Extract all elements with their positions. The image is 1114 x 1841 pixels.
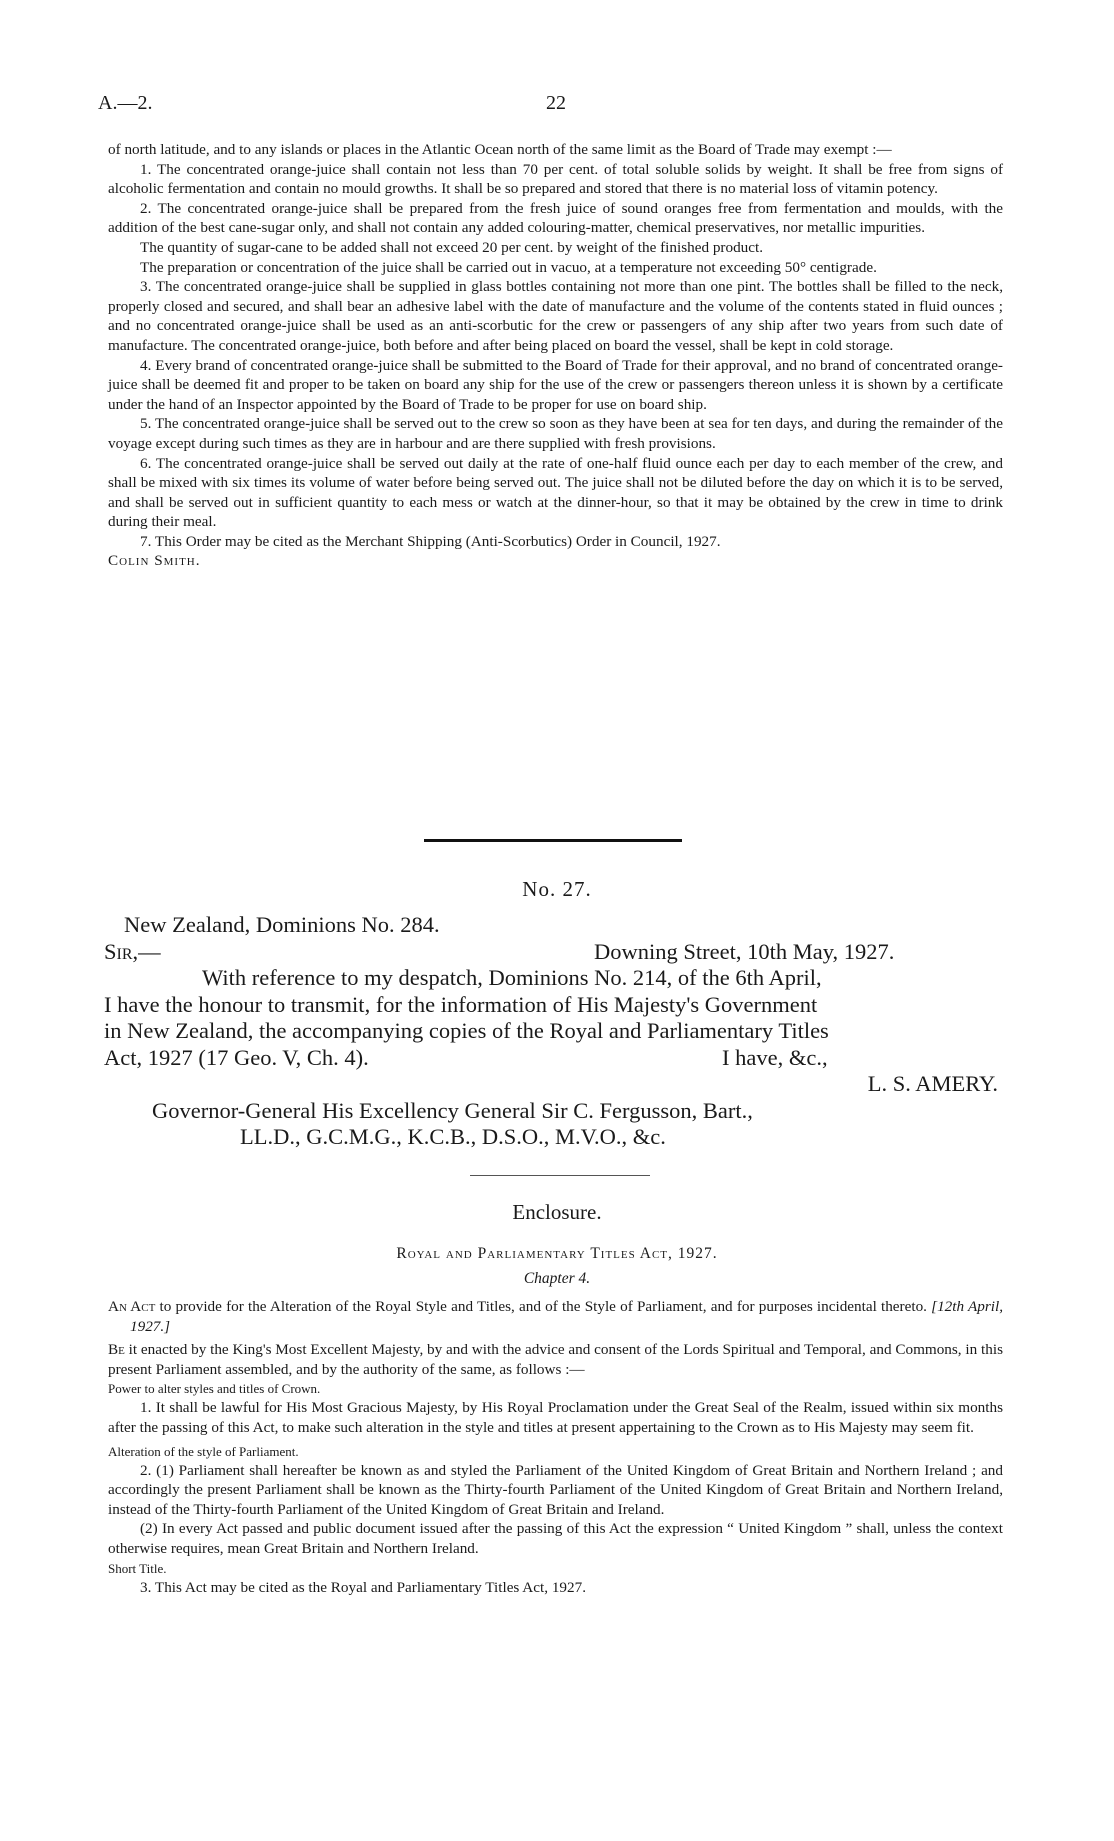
order-paragraph: 1. The concentrated orange-juice shall contain not less than 70 per cent. of total soluble solids by weight. It shall be free from signs of alcoholic fermentation and contain no mould growths. It shall be so prepared and stored that there is no material loss of vitamin potency.: [108, 160, 1003, 198]
act-section-3: 3. This Act may be cited as the Royal and Parliamentary Titles Act, 1927.: [140, 1578, 586, 1596]
enclosure-divider: [470, 1175, 650, 1176]
act-section-2-1: 2. (1) Parliament shall hereafter be known as and styled the Parliament of the United Kingdom of Great Britain and Northern Ireland ; and accordingly the present Parliament shall be known as the Thirty-fourth Parliament of the United Kingdom of Great Britain and Northern Ireland, instead of the Thirty-fourth Parliament of the United Kingdom of Great Britain and Ireland.: [108, 1461, 1003, 1518]
addressee-line: LL.D., G.C.M.G., K.C.B., D.S.O., M.V.O., &c.: [240, 1124, 666, 1149]
despatch-reference: New Zealand, Dominions No. 284.: [124, 912, 440, 937]
order-paragraph: 2. The concentrated orange-juice shall be prepared from the fresh juice of sound oranges free from fermentation and moulds, with the addition of the best cane-sugar only, and shall not contain any added colouring-matter, chemical preservatives, nor metallic impurities.: [108, 199, 1003, 237]
document-reference: A.—2.: [98, 92, 153, 114]
marginal-note: Short Title.: [108, 1560, 167, 1576]
long-title-lead: An Act: [108, 1298, 156, 1315]
despatch-letter: [104, 912, 1004, 1151]
act-title: Royal and Parliamentary Titles Act, 1927.: [396, 1245, 718, 1262]
order-paragraph: The preparation or concentration of the juice shall be carried out in vacuo, at a temperature not exceeding 50° centigrade.: [140, 258, 877, 276]
addressee-line: Governor-General His Excellency General Sir C. Fergusson, Bart.,: [152, 1097, 753, 1123]
order-paragraph: 3. The concentrated orange-juice shall be supplied in glass bottles containing not more than one pint. The bottles shall be filled to the neck, properly closed and secured, and shall bear an adhesive label with the date of manufacture and the volume of the contents stated in fluid ounces ; and no concentrated orange-juice shall be used as an anti-scorbutic for the crew or passengers of any ship after two years from such date of manufacture. The concentrated orange-juice, both before and after being placed on board the vessel, shall be kept in cold storage.: [108, 278, 1003, 354]
enacting-lead: Be: [108, 1341, 125, 1359]
enacting-clause: [108, 1340, 1003, 1379]
act-text: [108, 1297, 1003, 1597]
page-number: 22: [546, 92, 566, 114]
letter-closing-line: [104, 1045, 1004, 1072]
act-long-title: [108, 1297, 1003, 1336]
marginal-note: Alteration of the style of Parliament.: [108, 1443, 299, 1459]
letter-body-line: Act, 1927 (17 Geo. V, Ch. 4).: [104, 1044, 369, 1070]
running-header: [98, 92, 1018, 122]
act-section-2-2: (2) In every Act passed and public document issued after the passing of this Act the expression “ United Kingdom ” shall, unless the context otherwise requires, mean Great Britain and Northern Ireland.: [108, 1520, 1003, 1557]
salutation-line: [104, 939, 1004, 966]
salutation: Sir,—: [104, 938, 161, 964]
order-paragraph: 7. This Order may be cited as the Merchant Shipping (Anti-Scorbutics) Order in Council, 1927.: [140, 532, 721, 550]
valediction: I have, &c.,: [722, 1044, 828, 1070]
despatch-signature: L. S. AMERY.: [867, 1071, 998, 1096]
act-chapter: Chapter 4.: [523, 1270, 591, 1287]
marginal-note: Power to alter styles and titles of Crown.: [108, 1381, 321, 1397]
long-title-text: to provide for the Alteration of the Royal Style and Titles, and of the Style of Parliament, and for purposes incidental thereto.: [155, 1298, 927, 1315]
order-paragraph: 5. The concentrated orange-juice shall be served out to the crew so soon as they have been at sea for ten days, and during the remainder of the voyage except during such times as they are in harbour and are there supplied with fresh provisions.: [108, 415, 1003, 452]
letter-body-line: With reference to my despatch, Dominions No. 214, of the 6th April,: [202, 965, 822, 990]
enacting-text: it enacted by the King's Most Excellent Majesty, by and with the advice and consent of the Lords Spiritual and Temporal, and Commons, in this present Parliament assembled, and by the authority of the same, as follows :—: [108, 1341, 1003, 1378]
letter-body-line: in New Zealand, the accompanying copies of the Royal and Parliamentary Titles: [104, 1018, 829, 1043]
order-continuation: [108, 140, 1003, 571]
order-paragraph: The quantity of sugar-cane to be added shall not exceed 20 per cent. by weight of the finished product.: [140, 238, 764, 256]
enclosure-heading: Enclosure.: [512, 1200, 602, 1224]
order-paragraph: 6. The concentrated orange-juice shall be served out daily at the rate of one-half fluid ounce each per day to each member of the crew, and shall be mixed with six times its volume of water before being served out. The juice shall not be diluted before the day on which it is to be served, and shall be served out in sufficient quantity to each mess or watch at the dinner-hour, so that it may be obtained by the crew in time to drink during their meal.: [108, 454, 1003, 531]
order-paragraph: 4. Every brand of concentrated orange-juice shall be submitted to the Board of Trade for their approval, and no brand of concentrated orange-juice shall be deemed fit and proper to be taken on board any ship for the use of the crew or passengers thereon unless it is shown by a certificate under the hand of an Inspector appointed by the Board of Trade to be proper for use on board ship.: [108, 356, 1003, 413]
section-divider: [424, 839, 682, 842]
despatch-number: No. 27.: [522, 877, 592, 901]
act-section-1: 1. It shall be lawful for His Most Gracious Majesty, by His Royal Proclamation under the Great Seal of the Realm, issued within six months after the passing of this Act, to make such alteration in the style and titles at present appertaining to the Crown as to His Majesty may seem fit.: [108, 1399, 1003, 1436]
assent-date: [12th April, 1927.]: [130, 1298, 1004, 1335]
letter-body-line: I have the honour to transmit, for the information of His Majesty's Government: [104, 991, 818, 1017]
order-signature: Colin Smith.: [108, 552, 201, 570]
order-paragraph: of north latitude, and to any islands or places in the Atlantic Ocean north of the same limit as the Board of Trade may exempt :—: [108, 141, 892, 158]
place-date: Downing Street, 10th May, 1927.: [594, 938, 895, 964]
